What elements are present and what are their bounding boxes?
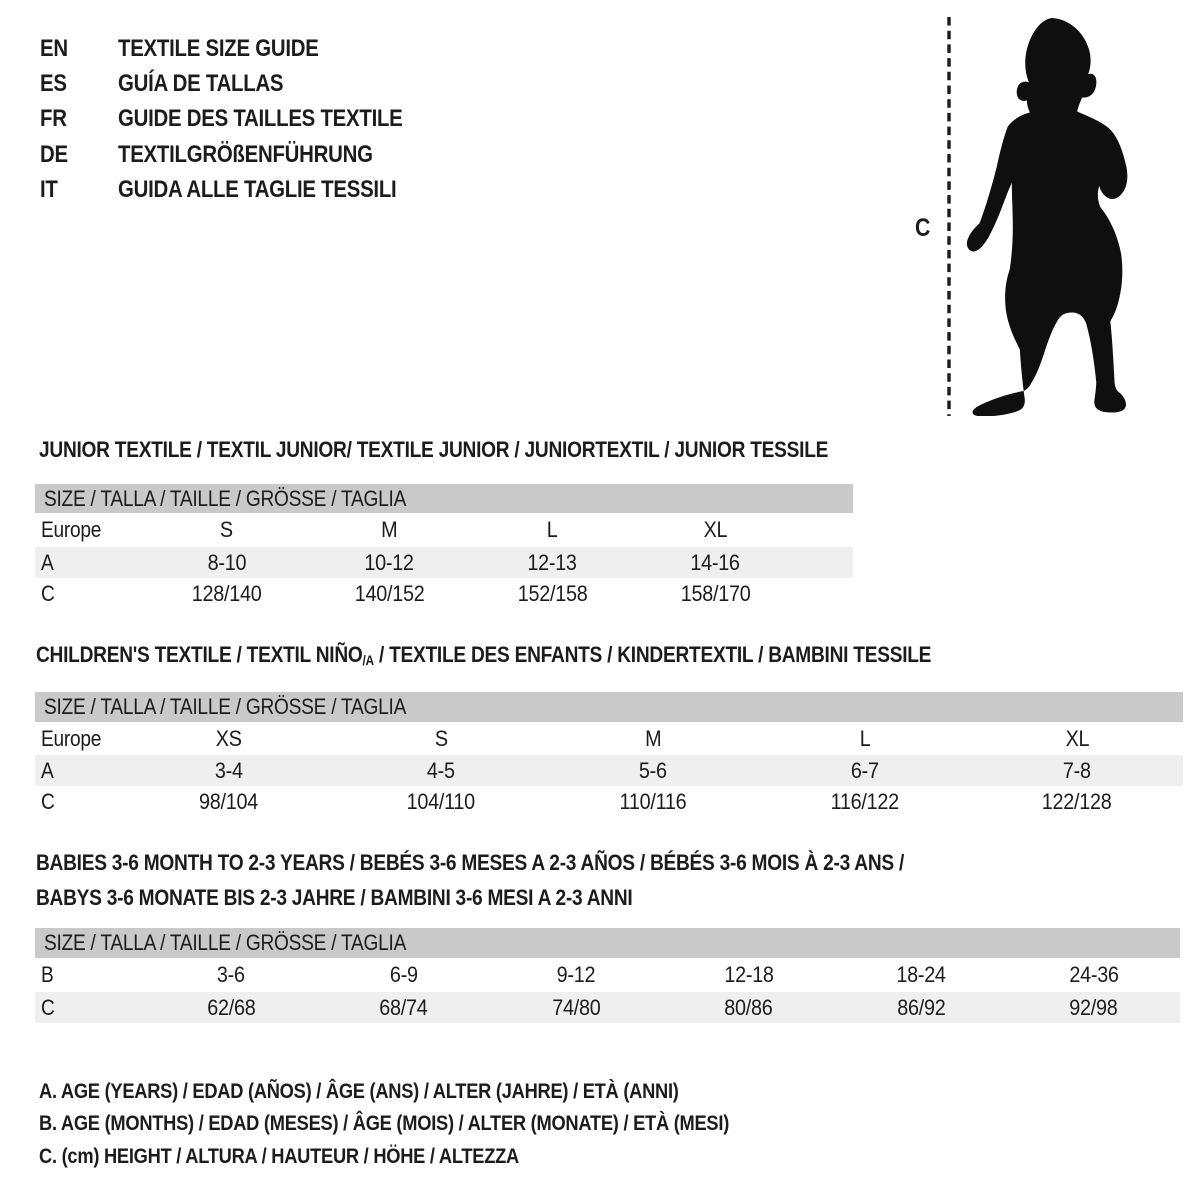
cell-value: 62/68 xyxy=(207,994,256,1020)
empty-cell xyxy=(797,547,853,578)
cell-value: 14-16 xyxy=(690,549,741,575)
size-column-header: M xyxy=(644,725,662,751)
babies-size-table xyxy=(35,928,1180,1023)
babies-section-title-line2: BABYS 3-6 MONATE BIS 2-3 JAHRE / BAMBINI 3-6 MESI A 2-3 ANNI xyxy=(36,885,633,910)
cell-value: 116/122 xyxy=(830,788,900,814)
row-label: C xyxy=(41,788,55,814)
size-column-header: XS xyxy=(216,725,242,751)
size-column-header: M xyxy=(381,517,398,542)
language-code: EN xyxy=(40,34,68,62)
size-header-text: SIZE / TALLA / TAILLE / GRÖSSE / TAGLIA xyxy=(44,694,407,719)
cell-value: 7-8 xyxy=(1063,757,1091,783)
guide-title-en: TEXTILE SIZE GUIDE xyxy=(118,34,319,62)
cell-value: 158/170 xyxy=(680,580,751,606)
empty-cell xyxy=(797,513,853,547)
cell-value: 86/92 xyxy=(897,994,946,1020)
empty-cell xyxy=(797,578,853,609)
babies-section-title-line1: BABIES 3-6 MONTH TO 2-3 YEARS / BEBÉS 3-6 MESES A 2-3 AÑOS / BÉBÉS 3-6 MOIS À 2-3 ANS / xyxy=(36,850,905,875)
cell-value: 3-4 xyxy=(215,757,243,783)
language-row xyxy=(40,31,453,66)
junior-section-title: JUNIOR TEXTILE / TEXTIL JUNIOR/ TEXTILE JUNIOR / JUNIORTEXTIL / JUNIOR TESSILE xyxy=(39,437,829,462)
table-row-height xyxy=(35,992,1180,1023)
size-column-header: L xyxy=(547,517,558,542)
size-header-bar xyxy=(35,692,1183,722)
language-row xyxy=(40,66,453,101)
guide-title-es: GUÍA DE TALLAS xyxy=(118,69,284,97)
legend-line-b: B. AGE (MONTHS) / EDAD (MESES) / ÂGE (MOIS) / ALTER (MONATE) / ETÀ (MESI) xyxy=(39,1111,730,1136)
language-code: DE xyxy=(40,140,68,168)
cell-value: 98/104 xyxy=(199,788,259,814)
cell-value: 6-7 xyxy=(851,757,879,783)
row-label: C xyxy=(41,580,55,606)
size-header-bar xyxy=(35,928,1180,958)
cell-value: 10-12 xyxy=(364,549,415,575)
table-row-europe xyxy=(35,513,853,547)
cell-value: 4-5 xyxy=(427,757,455,783)
guide-title-de: TEXTILGRÖßENFÜHRUNG xyxy=(118,140,373,168)
size-header-bar xyxy=(35,484,853,513)
language-row xyxy=(40,102,453,137)
size-column-header: XL xyxy=(1065,725,1089,751)
junior-size-table xyxy=(35,484,853,609)
language-title-list xyxy=(40,31,453,207)
nino-a-subscript: /A xyxy=(362,652,374,668)
cell-value: 6-9 xyxy=(389,962,418,987)
language-code: ES xyxy=(40,69,67,97)
cell-value: 24-36 xyxy=(1069,962,1119,987)
children-section-title: CHILDREN'S TEXTILE / TEXTIL NIÑO/A / TEXTILE DES ENFANTS / KINDERTEXTIL / BAMBINI TESSILE xyxy=(36,642,932,668)
height-measure-line xyxy=(944,17,954,416)
row-label: A xyxy=(41,549,54,575)
size-column-header: L xyxy=(859,725,871,751)
language-code: IT xyxy=(40,175,58,203)
children-size-table xyxy=(35,692,1183,817)
size-header-text: SIZE / TALLA / TAILLE / GRÖSSE / TAGLIA xyxy=(44,485,407,511)
size-header-text: SIZE / TALLA / TAILLE / GRÖSSE / TAGLIA xyxy=(44,930,407,955)
size-column-header: S xyxy=(434,725,448,751)
cell-value: 74/80 xyxy=(552,994,601,1020)
cell-value: 122/128 xyxy=(1042,788,1112,814)
toddler-silhouette-icon xyxy=(963,14,1135,416)
table-row-height xyxy=(35,578,853,609)
region-label: Europe xyxy=(41,517,102,542)
legend-line-a: A. AGE (YEARS) / EDAD (AÑOS) / ÂGE (ANS) / ALTER (JAHRE) / ETÀ (ANNI) xyxy=(39,1078,679,1103)
language-row xyxy=(40,172,453,207)
table-row-height xyxy=(35,786,1183,817)
size-column-header: S xyxy=(220,517,233,542)
cell-value: 3-6 xyxy=(217,962,246,987)
guide-title-it: GUIDA ALLE TAGLIE TESSILI xyxy=(118,175,397,203)
language-code: FR xyxy=(40,105,67,133)
cell-value: 12-18 xyxy=(724,962,774,987)
cell-value: 140/152 xyxy=(354,580,425,606)
cell-value: 12-13 xyxy=(527,549,578,575)
region-label: Europe xyxy=(41,725,102,751)
cell-value: 68/74 xyxy=(379,994,428,1020)
legend-line-c: C. (cm) HEIGHT / ALTURA / HAUTEUR / HÖHE / ALTEZZA xyxy=(39,1143,519,1168)
table-row-months xyxy=(35,958,1180,992)
cell-value: 80/86 xyxy=(724,994,773,1020)
row-label: B xyxy=(41,962,54,987)
size-column-header: XL xyxy=(703,517,728,542)
row-label: A xyxy=(41,757,54,783)
table-row-europe xyxy=(35,722,1183,755)
row-label: C xyxy=(41,994,55,1020)
cell-value: 104/110 xyxy=(406,788,476,814)
measure-label-c: C xyxy=(915,214,931,242)
cell-value: 128/140 xyxy=(191,580,262,606)
guide-title-fr: GUIDE DES TAILLES TEXTILE xyxy=(118,105,403,133)
cell-value: 8-10 xyxy=(207,549,246,575)
cell-value: 110/116 xyxy=(619,788,687,814)
cell-value: 152/158 xyxy=(517,580,588,606)
cell-value: 9-12 xyxy=(556,962,596,987)
cell-value: 5-6 xyxy=(639,757,667,783)
legend xyxy=(39,1075,851,1173)
cell-value: 18-24 xyxy=(896,962,946,987)
table-row-age xyxy=(35,755,1183,786)
language-row xyxy=(40,137,453,172)
cell-value: 92/98 xyxy=(1069,994,1118,1020)
table-row-age xyxy=(35,547,853,578)
